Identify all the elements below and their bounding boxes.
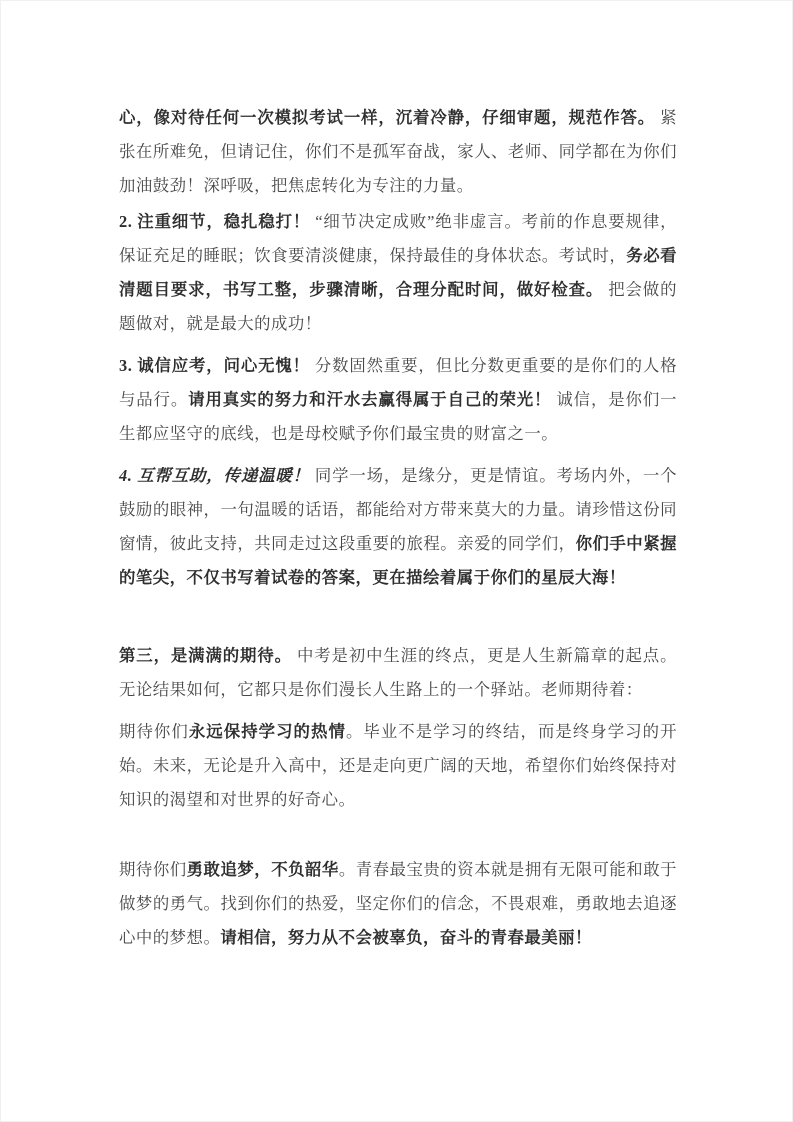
text-run: “细节决定成败”绝非虚言。考前的作息要规律，保证充足的睡眠；饮食要清淡健康，保持最佳的身体状态。考试时， [119, 212, 678, 265]
text-run: 勇敢追梦，不负韶华 [186, 860, 339, 879]
text-run: 诚信，是你们一生都应坚守的底线，也是母校赋予你们最宝贵的财富之一。 [119, 390, 678, 443]
text-run: 4. 互帮互助，传递温暖！ [119, 466, 310, 485]
text-run: 3. 诚信应考，问心无愧！ [119, 356, 310, 375]
text-run: 心，像对待任何一次模拟考试一样，沉着冷静，仔细审题，规范作答。 [119, 108, 656, 127]
text-run: 请相信，努力从不会被辜负，奋斗的青春最美丽！ [220, 928, 592, 947]
paragraph-5 [119, 639, 677, 707]
paragraph-6 [119, 715, 677, 817]
paragraph-4 [119, 459, 677, 595]
text-run: 期待你们 [119, 722, 189, 741]
text-run: 中考是初中生涯的终点，更是人生新篇章的起点。无论结果如何，它都只是你们漫长人生路上的一个驿站。老师期待着： [119, 646, 677, 699]
text-run: 。青春最宝贵的资本就是拥有无限可能和敢于做梦的勇气。找到你们的热爱，坚定你们的信念，不畏艰难，勇敢地去追逐心中的梦想。 [119, 860, 678, 947]
text-run: 请用真实的努力和汗水去赢得属于自己的荣光！ [188, 390, 552, 409]
text-run: 。毕业不是学习的终结，而是终身学习的开始。未来，无论是升入高中，还是走向更广阔的天地，希望你们始终保持对知识的渴望和对世界的好奇心。 [119, 722, 678, 809]
text-run: 务必看清题目要求，书写工整，步骤清晰，合理分配时间，做好检查。 [119, 246, 678, 299]
paragraph-3 [119, 349, 677, 451]
text-run: 第三，是满满的期待。 [119, 646, 292, 665]
text-run: 2. 注重细节，稳扎稳打！ [119, 212, 311, 231]
text-run: 期待你们 [119, 860, 187, 879]
paragraph-1 [119, 101, 677, 203]
document-body [119, 101, 677, 955]
text-run: 紧张在所难免，但请记住，你们不是孤军奋战，家人、老师、同学都在为你们加油鼓劲！深呼吸，把焦虑转化为专注的力量。 [119, 108, 678, 195]
text-run: 永远保持学习的热情 [188, 722, 346, 741]
text-run: 把会做的题做对，就是最大的成功！ [119, 280, 677, 333]
paragraph-2 [119, 205, 677, 341]
paragraph-7 [119, 853, 677, 955]
text-run: 同学一场，是缘分，更是情谊。考场内外，一个鼓励的眼神，一句温暖的话语，都能给对方带来莫大的力量。请珍惜这份同窗情，彼此支持，共同走过这段重要的旅程。亲爱的同学们， [119, 466, 677, 553]
text-run: 你们手中紧握的笔尖，不仅书写着试卷的答案，更在描绘着属于你们的星辰大海！ [119, 534, 678, 587]
text-run: 分数固然重要，但比分数更重要的是你们的人格与品行。 [119, 356, 677, 409]
